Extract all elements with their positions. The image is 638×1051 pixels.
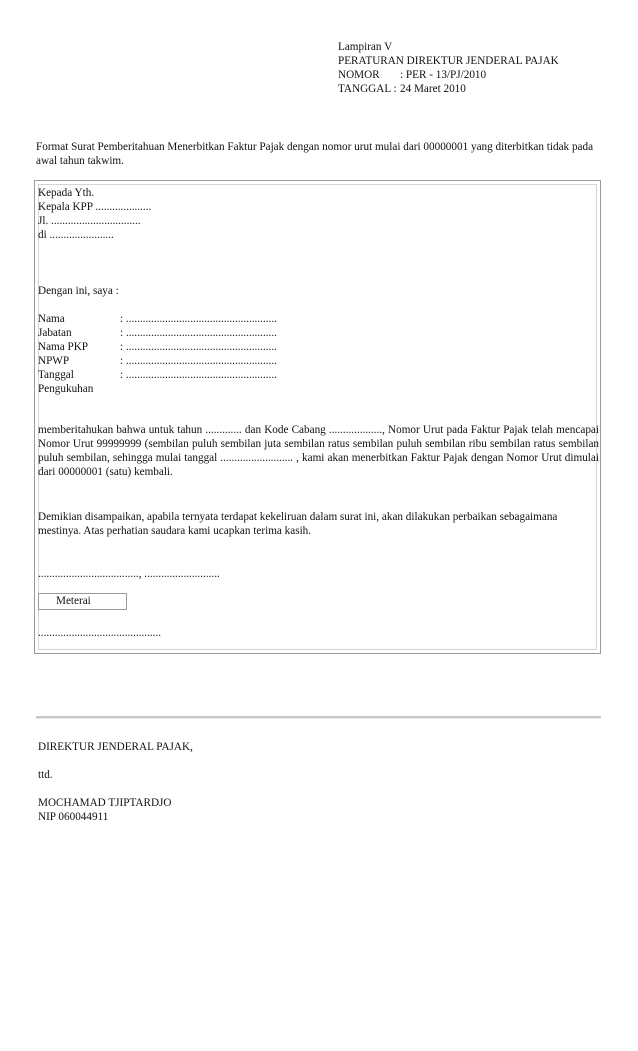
lampiran-label: Lampiran V	[338, 41, 393, 53]
field-row	[38, 312, 277, 326]
signature-line: ............................................	[38, 627, 162, 639]
field-value: : ......................................................	[120, 327, 277, 339]
footer-title: DIREKTUR JENDERAL PAJAK,	[38, 741, 193, 753]
footer-nip: NIP 060044911	[38, 811, 109, 823]
field-label: NPWP	[38, 355, 70, 367]
field-value: : ......................................................	[120, 313, 277, 325]
body-paragraph: memberitahukan bahwa untuk tahun ............. dan Kode Cabang ..................., Nomor Urut pada Faktur Pajak telah mencapai Nomor Urut 99999999 (sembilan puluh sembilan juta sembilan ratus sembilan puluh sembilan ribu sembilan ratus sembilan puluh sembilan, sehingga mulai tanggal .......................... , kami akan menerbitkan Faktur Pajak dengan Nomor Urut dimulai dari 00000001 (satu) kembali.	[38, 424, 599, 478]
field-label: Nama PKP	[38, 341, 89, 353]
recipient-line: Jl. ................................	[38, 215, 141, 227]
tanggal-row	[338, 82, 628, 96]
footer-name: MOCHAMAD TJIPTARDJO	[38, 797, 172, 809]
field-row	[38, 326, 277, 340]
field-value: : ......................................................	[120, 369, 277, 381]
tanggal-value: 24 Maret 2010	[400, 83, 466, 95]
meterai-box: Meterai	[38, 593, 127, 610]
field-row	[38, 340, 277, 354]
nomor-label: NOMOR	[338, 69, 380, 81]
field-value: : ......................................................	[120, 341, 277, 353]
field-value: : ......................................................	[120, 355, 277, 367]
field-label: Nama	[38, 313, 65, 325]
letter-frame	[34, 180, 601, 654]
footer-ttd: ttd.	[38, 769, 53, 781]
field-row	[38, 354, 277, 368]
nomor-value: : PER - 13/PJ/2010	[400, 69, 487, 81]
recipient-line: Kepada Yth.	[38, 187, 95, 199]
horizontal-rule	[36, 716, 601, 719]
closing-paragraph: Demikian disampaikan, apabila ternyata terdapat kekeliruan dalam surat ini, akan dilakukan perbaikan sebagaimana mestinya. Atas perhatian saudara kami ucapkan terima kasih.	[38, 511, 558, 537]
nomor-row	[338, 68, 628, 82]
tanggal-label: TANGGAL :	[338, 83, 397, 95]
intro-text: Format Surat Pemberitahuan Menerbitkan Faktur Pajak dengan nomor urut mulai dari 00000001 yang diterbitkan tidak pada awal tahun takwim.	[36, 141, 594, 167]
place-date-line: ...................................., ...........................	[38, 568, 220, 580]
opening-text: Dengan ini, saya :	[38, 285, 119, 297]
field-row	[38, 368, 277, 382]
recipient-line: di .......................	[38, 229, 114, 241]
peraturan-label: PERATURAN DIREKTUR JENDERAL PAJAK	[338, 55, 559, 67]
recipient-line: Kepala KPP ....................	[38, 201, 152, 213]
pengukuhan-label: Pengukuhan	[38, 383, 94, 395]
field-label: Tanggal	[38, 369, 74, 381]
field-label: Jabatan	[38, 327, 72, 339]
document-header	[338, 40, 628, 96]
